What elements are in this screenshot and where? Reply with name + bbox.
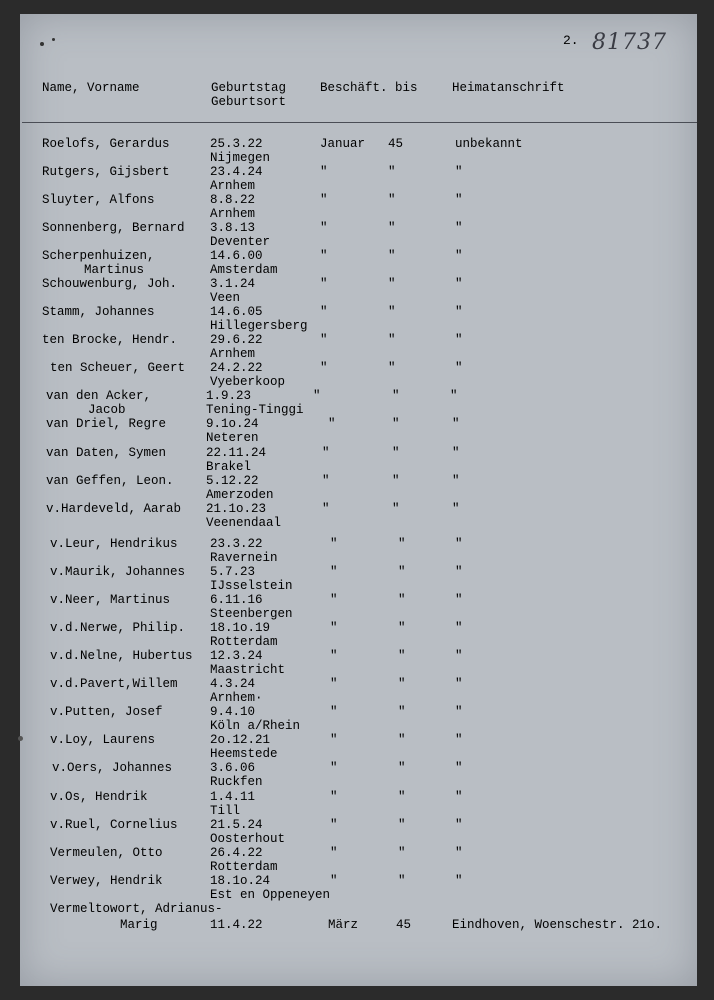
address-cell: " [455,761,463,775]
punch-mark [40,42,44,46]
header-employed: Beschäft. bis [320,81,418,95]
address-cell: " [452,417,460,431]
header-name: Name, Vorname [42,81,140,95]
address-cell: " [455,790,463,804]
birthplace-cell: Ruckfen [210,775,263,789]
name-cell: v.Neer, Martinus [50,593,171,607]
employed-month-cell: " [320,221,328,235]
birthplace-cell: Arnhem [210,347,256,361]
birthplace-cell: Till [210,804,241,818]
birthdate-cell: 9.4.10 [210,705,256,719]
employed-year-cell: " [392,474,400,488]
birthplace-cell: Rotterdam [210,860,278,874]
address-cell: " [455,621,463,635]
employed-month-cell: " [330,593,338,607]
name-cell: v.Oers, Johannes [52,761,173,775]
address-cell: " [455,846,463,860]
employed-month-cell: " [313,389,321,403]
birthdate-cell: 24.2.22 [210,361,263,375]
birthdate-cell: 11.4.22 [210,918,263,932]
birthplace-cell: Hillegersberg [210,319,308,333]
birthplace-cell: Brakel [206,460,252,474]
employed-year-cell: " [398,818,406,832]
name-cell: Roelofs, Gerardus [42,137,170,151]
birthplace-cell: Est en Oppeneyen [210,888,331,902]
birthplace-cell: Rotterdam [210,635,278,649]
address-cell: " [455,649,463,663]
birthdate-cell: 22.11.24 [206,446,267,460]
employed-year-cell: " [388,305,396,319]
employed-year-cell: " [398,761,406,775]
name-cell: v.Leur, Hendrikus [50,537,178,551]
address-cell: Eindhoven, Woenschestr. 21o. [452,918,663,932]
employed-month-cell: " [330,874,338,888]
punch-mark [18,736,23,741]
name-cell: Sonnenberg, Bernard [42,221,185,235]
name-cell: v.Loy, Laurens [50,733,156,747]
address-cell: " [455,221,463,235]
birthplace-cell: Arnhem· [210,691,263,705]
name-cell: v.d.Pavert,Willem [50,677,178,691]
employed-year-cell: " [398,565,406,579]
name-cell: ten Scheuer, Geert [50,361,186,375]
employed-year-cell: " [388,361,396,375]
birthplace-cell: Tening-Tinggi [206,403,304,417]
name-cell: Verwey, Hendrik [50,874,163,888]
name-cell: Sluyter, Alfons [42,193,155,207]
birthdate-cell: 3.1.24 [210,277,256,291]
employed-month-cell: " [322,474,330,488]
birthdate-cell: 14.6.00 [210,249,263,263]
birthdate-cell: 25.3.22 [210,137,263,151]
name-cell: Rutgers, Gijsbert [42,165,170,179]
name-continuation: Martinus [84,263,145,277]
name-cell: v.Hardeveld, Aarab [46,502,182,516]
birthplace-cell: Neteren [206,431,259,445]
address-cell: " [452,502,460,516]
employed-year-cell: " [398,733,406,747]
birthplace-cell: IJsselstein [210,579,293,593]
name-cell: Scherpenhuizen, [42,249,155,263]
employed-month-cell: " [330,621,338,635]
birthplace-cell: Veen [210,291,241,305]
name-cell: ten Brocke, Hendr. [42,333,178,347]
employed-month-cell: " [330,649,338,663]
birthdate-cell: 23.4.24 [210,165,263,179]
document-sheet [20,14,697,986]
employed-year-cell: " [392,446,400,460]
employed-year-cell: 45 [396,918,412,932]
address-cell: " [455,818,463,832]
address-cell: " [452,474,460,488]
birthdate-cell: 5.7.23 [210,565,256,579]
punch-mark [52,38,55,41]
address-cell: unbekannt [455,137,523,151]
address-cell: " [452,446,460,460]
name-cell: v.d.Nerwe, Philip. [50,621,186,635]
birthplace-cell: Vyeberkoop [210,375,286,389]
employed-year-cell: 45 [388,137,404,151]
birthdate-cell: 8.8.22 [210,193,256,207]
employed-month-cell: " [330,846,338,860]
employed-year-cell: " [388,333,396,347]
employed-year-cell: " [398,537,406,551]
address-cell: " [455,305,463,319]
birthplace-cell: Maastricht [210,663,286,677]
address-cell: " [455,565,463,579]
employed-year-cell: " [398,846,406,860]
birthplace-cell: Ravernein [210,551,278,565]
birthdate-cell: 21.5.24 [210,818,263,832]
name-cell: v.Ruel, Cornelius [50,818,178,832]
birthplace-cell: Köln a/Rhein [210,719,301,733]
employed-month-cell: " [322,502,330,516]
employed-month-cell: " [330,537,338,551]
employed-year-cell: " [398,593,406,607]
birthplace-cell: Amsterdam [210,263,278,277]
employed-year-cell: " [398,649,406,663]
birthdate-cell: 3.8.13 [210,221,256,235]
birthplace-cell: Nijmegen [210,151,271,165]
employed-month-cell: " [330,761,338,775]
employed-month-cell: " [320,333,328,347]
address-cell: " [455,593,463,607]
employed-year-cell: " [392,417,400,431]
employed-month-cell: " [330,790,338,804]
employed-month-cell: " [320,193,328,207]
birthdate-cell: 2o.12.21 [210,733,271,747]
birthdate-cell: 23.3.22 [210,537,263,551]
birthdate-cell: 6.11.16 [210,593,263,607]
birthdate-cell: 12.3.24 [210,649,263,663]
employed-year-cell: " [388,277,396,291]
employed-year-cell: " [398,874,406,888]
name-continuation: Jacob [88,403,126,417]
employed-month-cell: " [320,165,328,179]
header-birthdate: Geburtstag [211,81,287,95]
employed-year-cell: " [388,249,396,263]
birthplace-cell: Oosterhout [210,832,286,846]
name-cell: Schouwenburg, Joh. [42,277,178,291]
birthdate-cell: 18.1o.19 [210,621,271,635]
name-cell: van Daten, Symen [46,446,167,460]
employed-month-cell: " [320,305,328,319]
employed-month-cell: " [330,705,338,719]
header-address: Heimatanschrift [452,81,565,95]
birthdate-cell: 14.6.05 [210,305,263,319]
name-cell: Vermeltowort, Adrianus- [50,902,223,916]
birthdate-cell: 3.6.06 [210,761,256,775]
employed-year-cell: " [398,790,406,804]
address-cell: " [455,733,463,747]
employed-month-cell: Januar [320,137,366,151]
employed-month-cell: " [330,677,338,691]
address-cell: " [455,165,463,179]
birthplace-cell: Amerzoden [206,488,274,502]
employed-month-cell: " [322,446,330,460]
birthdate-cell: 26.4.22 [210,846,263,860]
page-number: 2. [563,33,579,48]
name-cell: v.d.Nelne, Hubertus [50,649,193,663]
name-cell: Vermeulen, Otto [50,846,163,860]
employed-year-cell: " [392,502,400,516]
employed-year-cell: " [388,193,396,207]
birthplace-cell: Steenbergen [210,607,293,621]
birthplace-cell: Deventer [210,235,271,249]
birthdate-cell: 29.6.22 [210,333,263,347]
name-cell: van Driel, Regre [46,417,167,431]
birthplace-cell: Arnhem [210,207,256,221]
address-cell: " [455,193,463,207]
birthdate-cell: 1.9.23 [206,389,252,403]
birthdate-cell: 18.1o.24 [210,874,271,888]
address-cell: " [455,537,463,551]
employed-year-cell: " [388,165,396,179]
address-cell: " [455,705,463,719]
birthplace-cell: Arnhem [210,179,256,193]
name-cell: Stamm, Johannes [42,305,155,319]
name-continuation: Marig [120,918,158,932]
employed-year-cell: " [398,705,406,719]
address-cell: " [450,389,458,403]
employed-year-cell: " [388,221,396,235]
employed-year-cell: " [392,389,400,403]
birthdate-cell: 21.1o.23 [206,502,267,516]
employed-month-cell: " [328,417,336,431]
employed-month-cell: " [320,277,328,291]
handwritten-number: 81737 [592,30,667,55]
address-cell: " [455,277,463,291]
address-cell: " [455,677,463,691]
name-cell: v.Os, Hendrik [50,790,148,804]
birthdate-cell: 5.12.22 [206,474,259,488]
birthdate-cell: 4.3.24 [210,677,256,691]
employed-year-cell: " [398,677,406,691]
birthplace-cell: Veenendaal [206,516,282,530]
employed-year-cell: " [398,621,406,635]
address-cell: " [455,249,463,263]
birthdate-cell: 1.4.11 [210,790,256,804]
employed-month-cell: " [330,733,338,747]
address-cell: " [455,361,463,375]
name-cell: v.Maurik, Johannes [50,565,186,579]
header-birthplace: Geburtsort [211,95,287,109]
name-cell: v.Putten, Josef [50,705,163,719]
employed-month-cell: " [330,818,338,832]
name-cell: van den Acker, [46,389,152,403]
address-cell: " [455,874,463,888]
employed-month-cell: " [320,361,328,375]
birthplace-cell: Heemstede [210,747,278,761]
birthdate-cell: 9.1o.24 [206,417,259,431]
employed-month-cell: " [320,249,328,263]
header-rule [22,122,697,123]
address-cell: " [455,333,463,347]
employed-month-cell: März [328,918,359,932]
employed-month-cell: " [330,565,338,579]
name-cell: van Geffen, Leon. [46,474,174,488]
